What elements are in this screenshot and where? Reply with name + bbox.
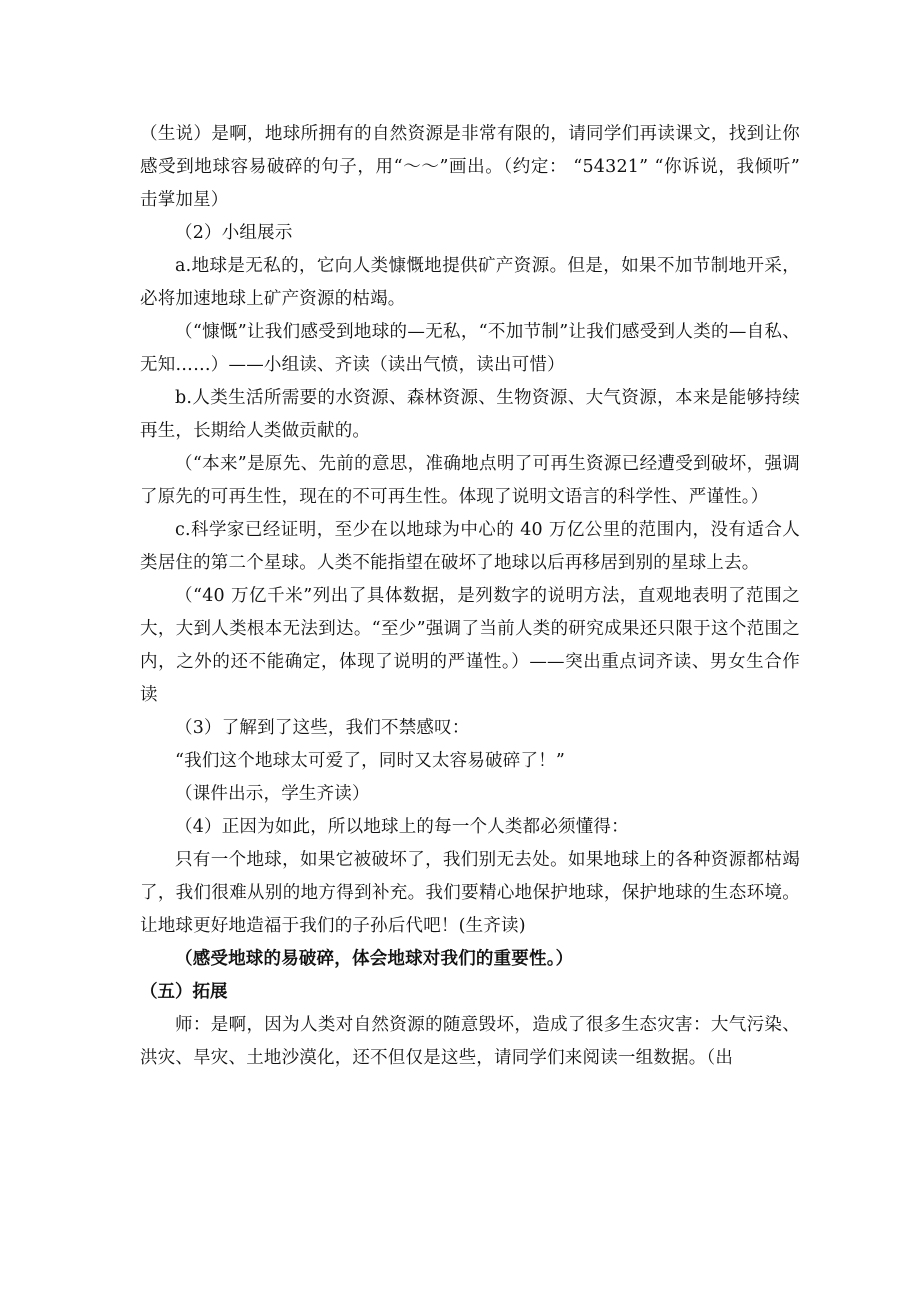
- document-body: [140, 118, 800, 1075]
- paragraph-step-4: （4）正因为如此，所以地球上的每一个人类都必须懂得：: [175, 817, 629, 837]
- paragraph-note-a: （“慷慨”让我们感受到地球的—无私，“不加节制”让我们感受到人类的—自私、无知……）——小组读、齐读（读出气愤，读出可惜）: [140, 322, 800, 375]
- paragraph-group-show: （2）小组展示: [175, 223, 293, 243]
- paragraph-note-c: （“40 万亿千米”列出了具体数据，是列数字的说明方法，直观地表明了范围之大，大到人类根本无法到达。“至少”强调了当前人类的研究成果还只限于这个范围之内，之外的还不能确定，体现了说明的严谨性。）——突出重点词齐读、男女生合作读: [140, 586, 800, 705]
- paragraph-only-one-earth: 只有一个地球，如果它被破坏了，我们别无去处。如果地球上的各种资源都枯竭了，我们很难从别的地方得到补充。我们要精心地保护地球，保护地球的生态环境。让地球更好地造福于我们的子孙后代吧！(生齐读): [140, 850, 800, 936]
- paragraph-note-b: （“本来”是原先、先前的意思，准确地点明了可再生资源已经遭受到破坏，强调了原先的可再生性，现在的不可再生性。体现了说明文语言的科学性、严谨性。）: [140, 454, 800, 507]
- paragraph-courseware: （课件出示，学生齐读）: [175, 784, 370, 804]
- section-heading-extension: （五）拓展: [140, 982, 228, 1002]
- paragraph-item-b: b.人类生活所需要的水资源、森林资源、生物资源、大气资源，本来是能够持续再生，长期给人类做贡献的。: [140, 388, 800, 441]
- paragraph-item-c: c.科学家已经证明，至少在以地球为中心的 40 万亿公里的范围内，没有适合人类居住的第二个星球。人类不能指望在破坏了地球以后再移居到别的星球上去。: [140, 520, 800, 573]
- paragraph-quote: “我们这个地球太可爱了，同时又太容易破碎了！”: [175, 751, 565, 771]
- paragraph-intro: （生说）是啊，地球所拥有的自然资源是非常有限的，请同学们再读课文，找到让你感受到地球容易破碎的句子，用“～～”画出。（约定： “54321” “你诉说，我倾听” 击掌加星）: [140, 124, 800, 210]
- paragraph-step-3: （3）了解到了这些，我们不禁感叹：: [175, 718, 470, 738]
- paragraph-summary-bold: （感受地球的易破碎，体会地球对我们的重要性。）: [175, 949, 574, 969]
- paragraph-item-a: a.地球是无私的，它向人类慷慨地提供矿产资源。但是，如果不加节制地开采，必将加速地球上矿产资源的枯竭。: [140, 256, 800, 309]
- paragraph-teacher: 师：是啊，因为人类对自然资源的随意毁坏，造成了很多生态灾害：大气污染、洪灾、旱灾、土地沙漠化，还不但仅是这些，请同学们来阅读一组数据。（出: [140, 1015, 800, 1068]
